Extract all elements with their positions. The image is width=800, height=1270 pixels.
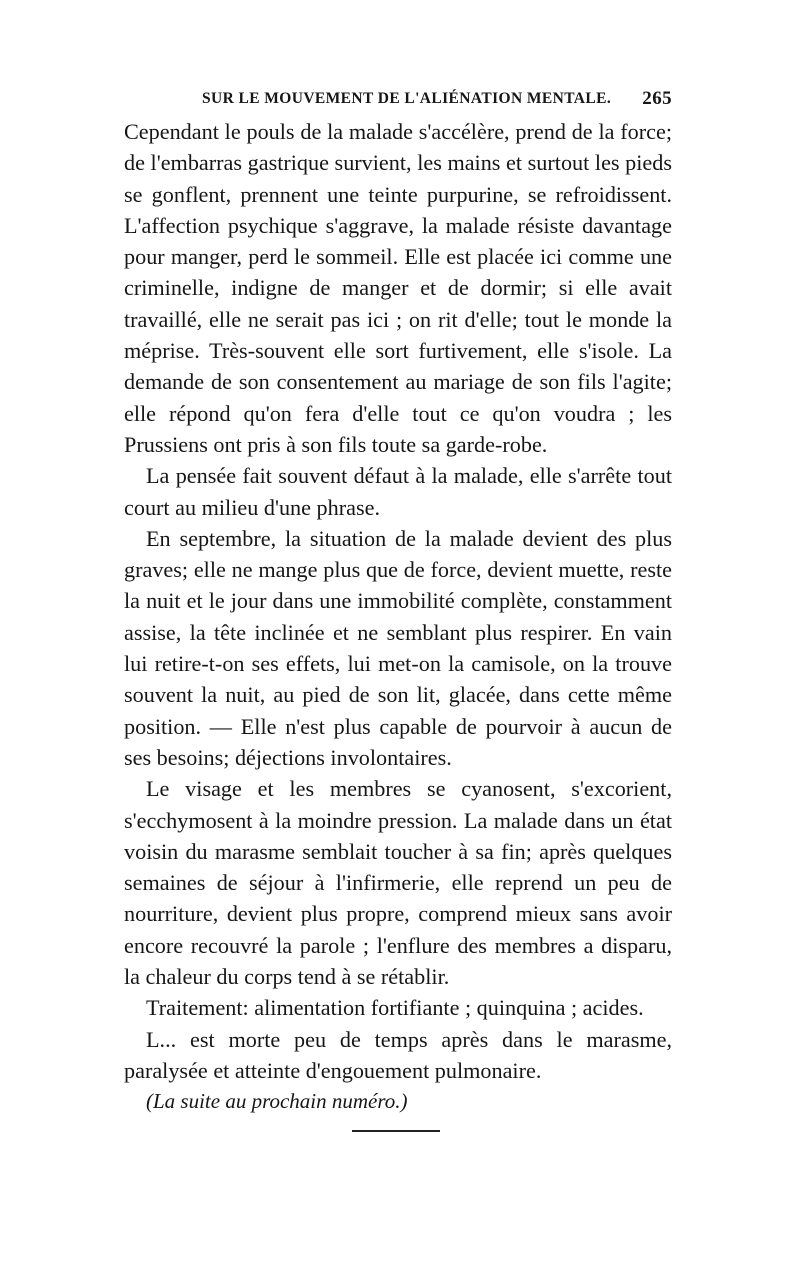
running-title: SUR LE MOUVEMENT DE L'ALIÉNATION MENTALE. [202, 90, 612, 107]
paragraph-3: En septembre, la situation de la malade devient des plus graves; elle ne mange plus que de force, devient muette, reste la nuit et le jour dans une immobilité complète, constamment assise, la tête inclinée et ne semblant plus respirer. En vain lui retire-t-on ses effets, lui met-on la camisole, on la trouve souvent la nuit, au pied de son lit, glacée, dans cette même position. — Elle n'est plus capable de pourvoir à aucun de ses besoins; déjections involontaires. [124, 525, 672, 770]
paragraph-2: La pensée fait souvent défaut à la malade, elle s'arrête tout court au milieu d'une phrase. [124, 463, 672, 520]
paragraph-4: Le visage et les membres se cyanosent, s'excorient, s'ecchymosent à la moindre pression. La malade dans un état voisin du marasme semblait toucher à sa fin; après quelques semaines de séjour à l'infirmerie, elle reprend un peu de nourriture, devient plus propre, comprend mieux sans avoir encore recouvré la parole ; l'enflure des membres a disparu, la chaleur du corps tend à se rétablir. [124, 776, 672, 990]
page-number: 265 [642, 88, 672, 109]
paragraph-1: Cependant le pouls de la malade s'accélère, prend de la force; de l'embarras gastrique survient, les mains et surtout les pieds se gonflent, prennent une teinte purpurine, se refroidissent. L'affection psychique s'aggrave, la malade résiste davantage pour manger, perd le sommeil. Elle est placée ici comme une criminelle, indigne de manger et de dormir; si elle avait travaillé, elle ne serait pas ici ; on rit d'elle; tout le monde la méprise. Très-souvent elle sort furtivement, elle s'isole. La demande de son consentement au mariage de son fils l'agite; elle répond qu'on fera d'elle tout ce qu'on voudra ; les Prussiens ont pris à son fils toute sa garde-robe. [124, 119, 672, 457]
body-text [124, 116, 672, 1118]
continuation-note: (La suite au prochain numéro.) [146, 1089, 408, 1114]
paragraph-6: L... est morte peu de temps après dans le marasme, paralysée et atteinte d'engouement pulmonaire. [124, 1026, 672, 1083]
page-header [124, 90, 672, 116]
closing-rule [352, 1130, 440, 1132]
paragraph-5: Traitement: alimentation fortifiante ; quinquina ; acides. [146, 995, 644, 1021]
